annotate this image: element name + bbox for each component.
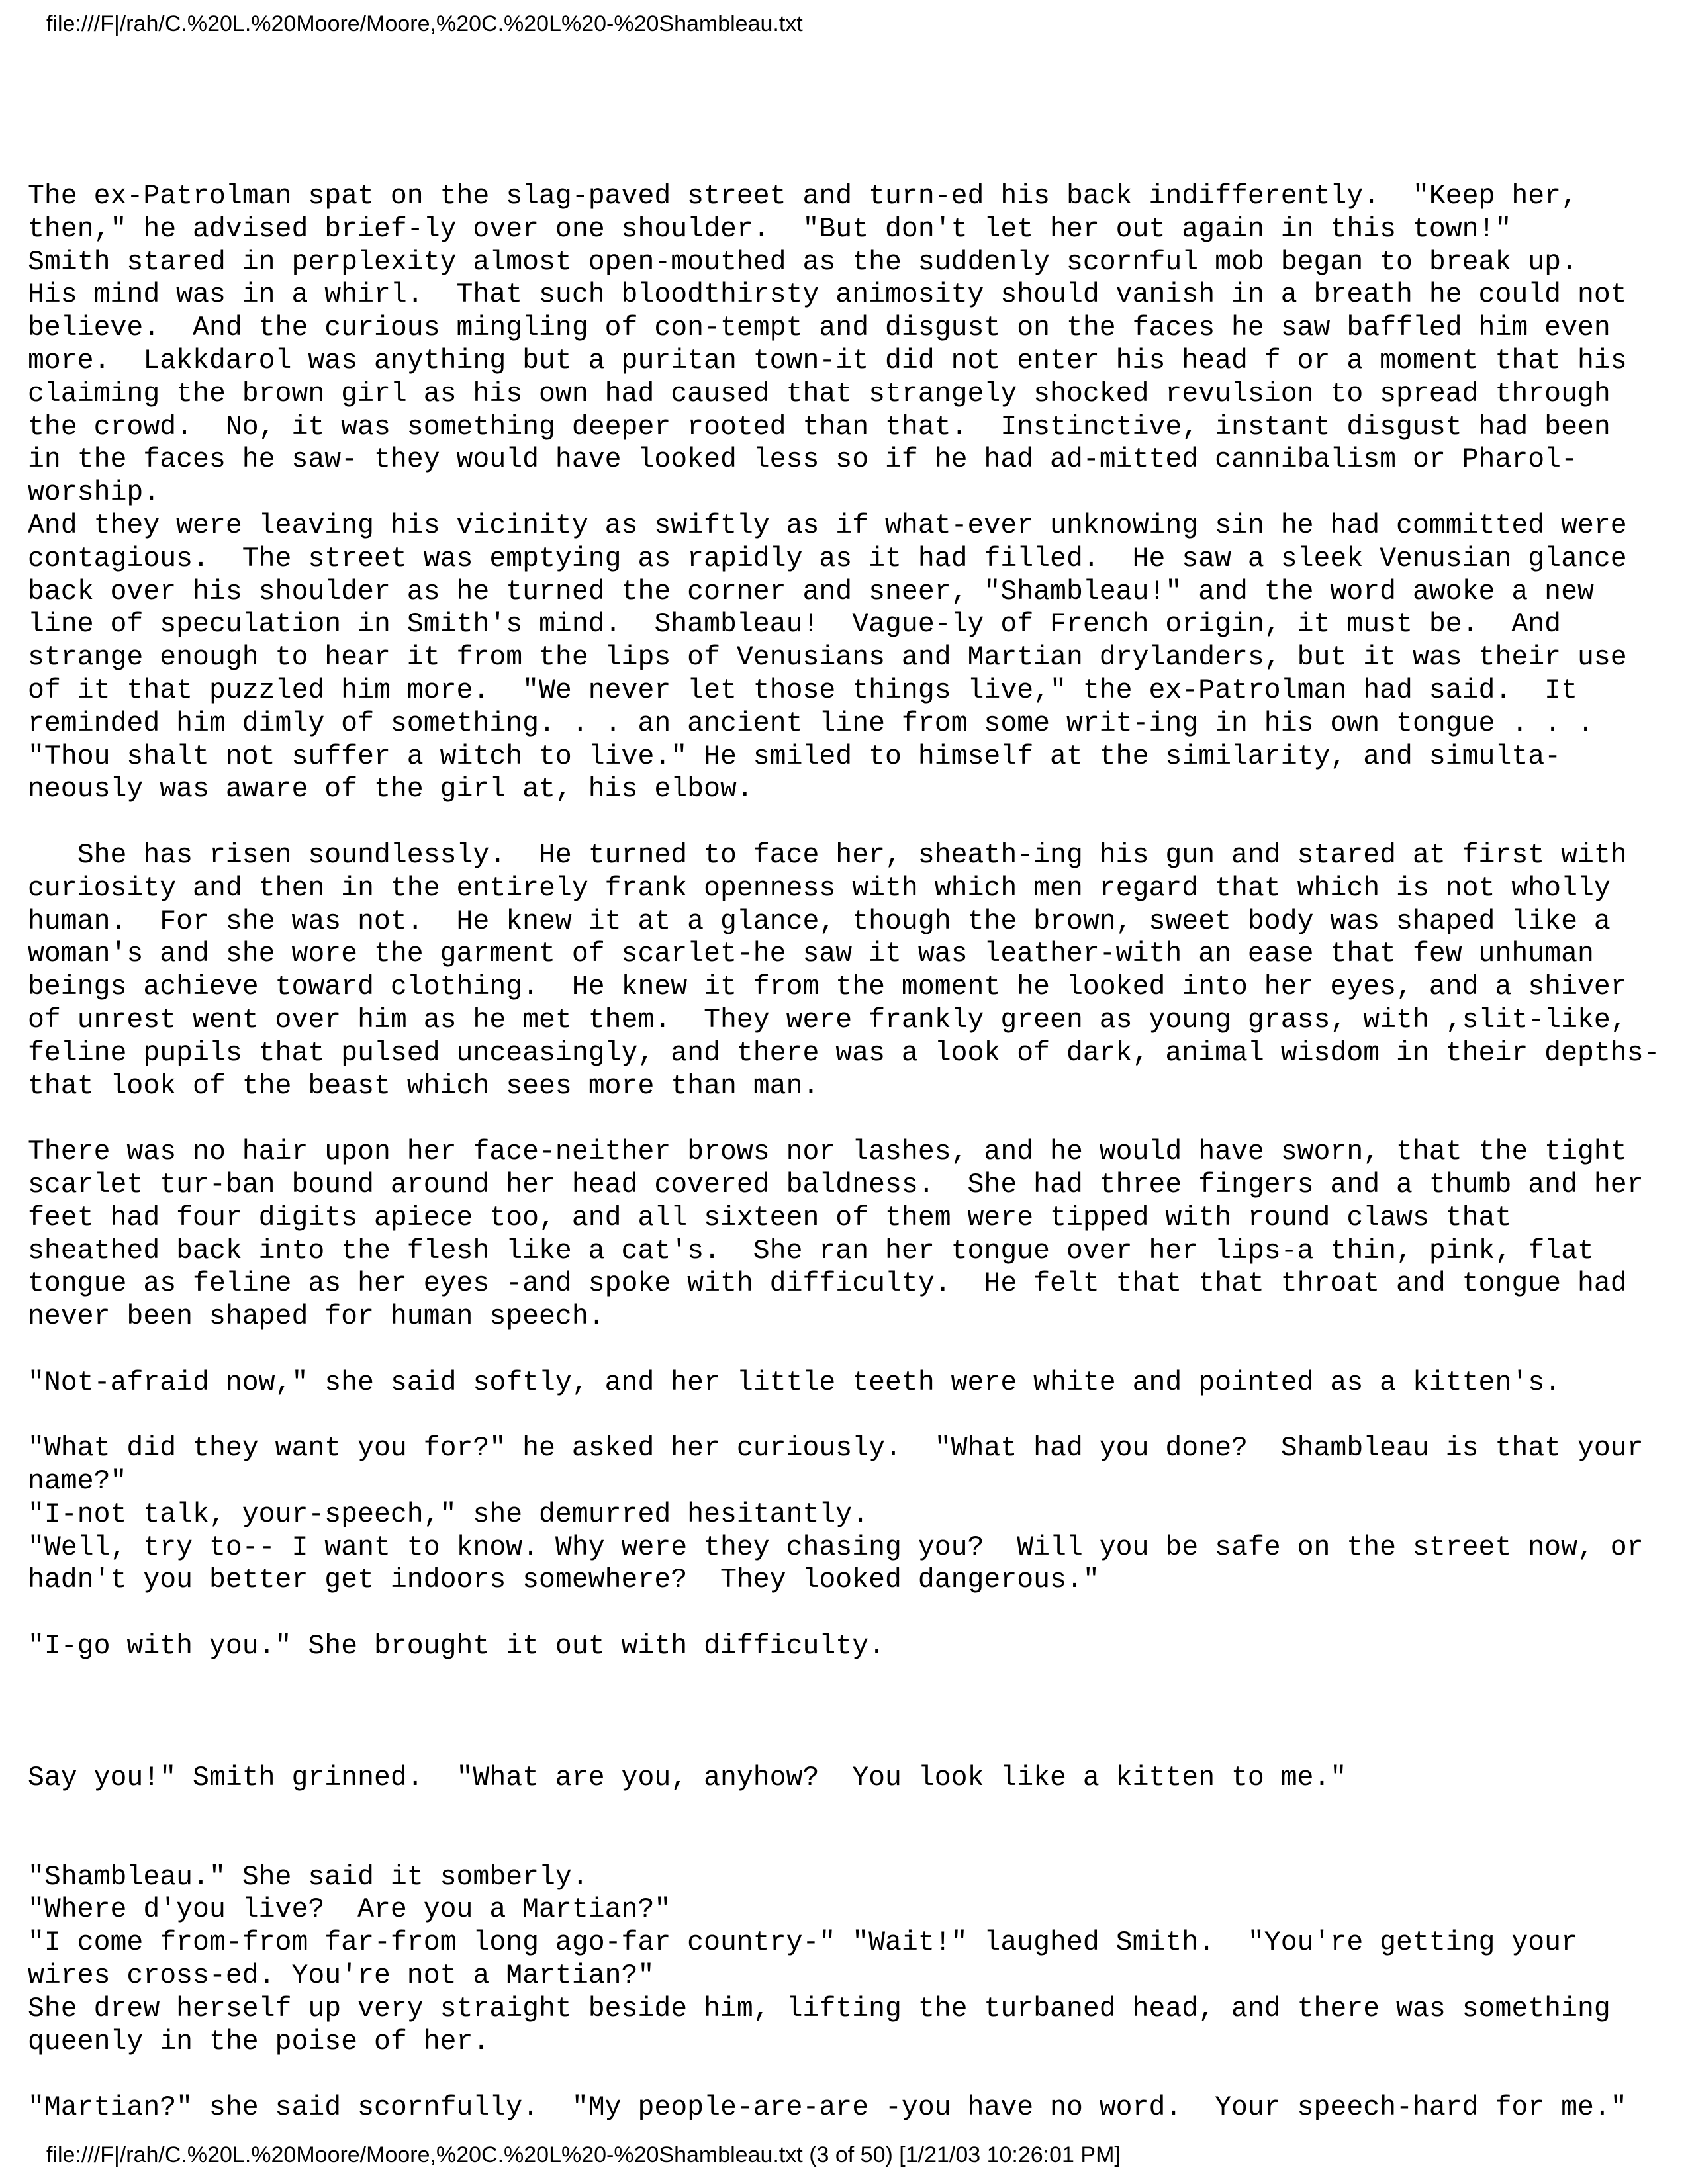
text-line: "I-not talk, your-speech," she demurred hesitantly. bbox=[28, 1498, 869, 1530]
blank-line bbox=[28, 1103, 1669, 1136]
text-line: She has risen soundlessly. He turned to face her, sheath-ing his gun and stared at first with bbox=[28, 839, 1627, 871]
text-line: His mind was in a whirl. That such bloodthirsty animosity should vanish in a breath he could not bbox=[28, 279, 1627, 311]
text-line: Say you!" Smith grinned. "What are you, anyhow? You look like a kitten to me." bbox=[28, 1762, 1347, 1794]
text-line: woman's and she wore the garment of scarlet-he saw it was leather-with an ease that few unhuman bbox=[28, 938, 1594, 970]
text-line: hadn't you better get indoors somewhere? They looked dangerous." bbox=[28, 1565, 1100, 1596]
text-line: human. For she was not. He knew it at a glance, though the brown, sweet body was shaped like a bbox=[28, 905, 1611, 937]
text-line: worship. bbox=[28, 477, 160, 509]
text-line: that look of the beast which sees more than man. bbox=[28, 1070, 820, 1102]
text-line: believe. And the curious mingling of con-tempt and disgust on the faces he saw baffled him even bbox=[28, 312, 1611, 344]
text-line: feline pupils that pulsed unceasingly, and there was a look of dark, animal wisdom in their depths- bbox=[28, 1037, 1660, 1069]
page-footer-url: file:///F|/rah/C.%20L.%20Moore/Moore,%20C.%20L%20-%20Shambleau.txt (3 of 50) [1/21/03 10:26:01 PM] bbox=[46, 2142, 1121, 2167]
blank-line bbox=[28, 1828, 1669, 1861]
blank-line bbox=[28, 1729, 1669, 1762]
text-line: tongue as feline as her eyes -and spoke with difficulty. He felt that that throat and tongue had bbox=[28, 1268, 1627, 1300]
text-line: curiosity and then in the entirely frank openness with which men regard that which is not wholly bbox=[28, 872, 1611, 904]
text-line: "Thou shalt not suffer a witch to live." He smiled to himself at the similarity, and simulta- bbox=[28, 741, 1562, 772]
text-line: "Shambleau." She said it somberly. bbox=[28, 1861, 588, 1893]
document-body bbox=[28, 180, 1669, 2124]
text-line: strange enough to hear it from the lips of Venusians and Martian drylanders, but it was their use bbox=[28, 642, 1627, 674]
text-line: then," he advised brief-ly over one shoulder. "But don't let her out again in this town!" bbox=[28, 213, 1512, 245]
text-line: line of speculation in Smith's mind. Shambleau! Vague-ly of French origin, it must be. And bbox=[28, 609, 1562, 641]
page-header-url: file:///F|/rah/C.%20L.%20Moore/Moore,%20C.%20L%20-%20Shambleau.txt bbox=[46, 11, 803, 36]
text-line: back over his shoulder as he turned the corner and sneer, "Shambleau!" and the word awoke a new bbox=[28, 576, 1594, 608]
text-line: scarlet tur-ban bound around her head covered baldness. She had three fingers and a thumb and her bbox=[28, 1169, 1644, 1201]
text-line: of unrest went over him as he met them. They were frankly green as young grass, with ,slit-like, bbox=[28, 1004, 1627, 1036]
text-line: of it that puzzled him more. "We never let those things live," the ex-Patrolman had said. It bbox=[28, 674, 1577, 706]
text-line: "I-go with you." She brought it out with difficulty. bbox=[28, 1631, 886, 1662]
text-line: beings achieve toward clothing. He knew it from the moment he looked into her eyes, and a shiver bbox=[28, 972, 1627, 1003]
blank-line bbox=[28, 2058, 1669, 2091]
text-line: queenly in the poise of her. bbox=[28, 2026, 490, 2058]
text-line: And they were leaving his vicinity as swiftly as if what-ever unknowing sin he had committed were bbox=[28, 510, 1627, 541]
blank-line bbox=[28, 1696, 1669, 1729]
text-line: contagious. The street was emptying as rapidly as it had filled. He saw a sleek Venusian glance bbox=[28, 543, 1627, 574]
text-line: wires cross-ed. You're not a Martian?" bbox=[28, 1960, 655, 1992]
text-line: more. Lakkdarol was anything but a puritan town-it did not enter his head f or a moment that his bbox=[28, 345, 1627, 377]
text-line: "Where d'you live? Are you a Martian?" bbox=[28, 1894, 671, 1926]
blank-line bbox=[28, 1663, 1669, 1696]
text-line: There was no hair upon her face-neither brows nor lashes, and he would have sworn, that the tight bbox=[28, 1136, 1627, 1168]
text-line: She drew herself up very straight beside him, lifting the turbaned head, and there was something bbox=[28, 1993, 1611, 2025]
text-line: "Well, try to-- I want to know. Why were they chasing you? Will you be safe on the street now, or bbox=[28, 1531, 1644, 1563]
text-line: "Martian?" she said scornfully. "My people-are-are -you have no word. Your speech-hard for me." bbox=[28, 2092, 1627, 2124]
text-line: never been shaped for human speech. bbox=[28, 1301, 605, 1333]
blank-line bbox=[28, 1334, 1669, 1367]
text-line: The ex-Patrolman spat on the slag-paved street and turn-ed his back indifferently. "Keep her, bbox=[28, 181, 1577, 212]
text-line: reminded him dimly of something. . . an ancient line from some writ-ing in his own tongue . . . bbox=[28, 707, 1594, 739]
text-line: name?" bbox=[28, 1466, 127, 1498]
text-line: claiming the brown girl as his own had caused that strangely shocked revulsion to spread through bbox=[28, 378, 1611, 410]
blank-line bbox=[28, 1795, 1669, 1828]
text-line: in the faces he saw- they would have looked less so if he had ad-mitted cannibalism or Pharol- bbox=[28, 444, 1577, 476]
text-line: the crowd. No, it was something deeper rooted than that. Instinctive, instant disgust had been bbox=[28, 411, 1611, 443]
text-line: "Not-afraid now," she said softly, and her little teeth were white and pointed as a kitten's. bbox=[28, 1367, 1562, 1398]
blank-line bbox=[28, 1597, 1669, 1630]
text-line: "What did they want you for?" he asked her curiously. "What had you done? Shambleau is that your bbox=[28, 1433, 1644, 1465]
blank-line bbox=[28, 806, 1669, 839]
text-line: feet had four digits apiece too, and all sixteen of them were tipped with round claws that bbox=[28, 1202, 1512, 1234]
text-line: sheathed back into the flesh like a cat's. She ran her tongue over her lips-a thin, pink, flat bbox=[28, 1235, 1594, 1267]
text-line: "I come from-from far-from long ago-far country-" "Wait!" laughed Smith. "You're getting your bbox=[28, 1927, 1577, 1959]
blank-line bbox=[28, 1399, 1669, 1432]
text-line: neously was aware of the girl at, his elbow. bbox=[28, 774, 753, 805]
text-line: Smith stared in perplexity almost open-mouthed as the suddenly scornful mob began to break up. bbox=[28, 246, 1577, 278]
